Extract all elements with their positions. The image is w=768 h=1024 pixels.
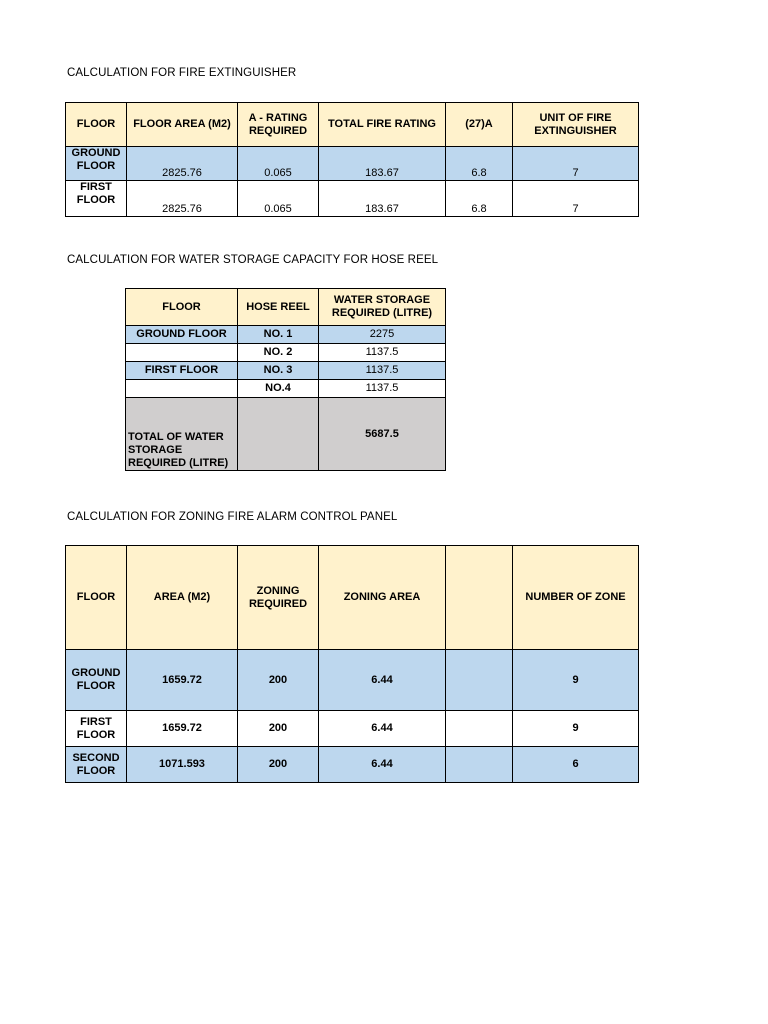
table-cell: 1137.5 (319, 380, 446, 398)
header-cell: WATER STORAGE REQUIRED (LITRE) (319, 289, 446, 326)
header-cell (446, 546, 513, 650)
table-cell: 2825.76 (127, 181, 238, 217)
header-cell: ZONING AREA (319, 546, 446, 650)
header-cell: (27)A (446, 103, 513, 147)
fire-extinguisher-title: CALCULATION FOR FIRE EXTINGUISHER (67, 67, 297, 79)
table-cell: 1137.5 (319, 362, 446, 380)
header-cell: NUMBER OF ZONE (513, 546, 639, 650)
table-cell: 2275 (319, 326, 446, 344)
table-header-row (66, 546, 639, 650)
table-row (126, 380, 446, 398)
hose-reel-title: CALCULATION FOR WATER STORAGE CAPACITY FOR HOSE REEL (67, 254, 439, 266)
table-row (66, 711, 639, 747)
table-cell: 183.67 (319, 181, 446, 217)
table-row (66, 747, 639, 783)
floor-label: FIRST FLOOR (66, 181, 127, 217)
floor-label: SECOND FLOOR (66, 747, 127, 783)
table-cell: 9 (513, 711, 639, 747)
fire-extinguisher-table (65, 102, 639, 217)
floor-label: FIRST FLOOR (126, 362, 238, 380)
table-cell: 6.44 (319, 747, 446, 783)
floor-label: GROUND FLOOR (126, 326, 238, 344)
header-cell: FLOOR (126, 289, 238, 326)
table-cell (446, 711, 513, 747)
floor-label: FIRST FLOOR (66, 711, 127, 747)
header-cell: FLOOR AREA (M2) (127, 103, 238, 147)
table-row (66, 181, 639, 217)
table-cell: 7 (513, 147, 639, 181)
table-row (126, 362, 446, 380)
header-cell: AREA (M2) (127, 546, 238, 650)
table-cell: 200 (238, 650, 319, 711)
header-cell: A - RATING REQUIRED (238, 103, 319, 147)
table-cell: 6.8 (446, 181, 513, 217)
total-label: TOTAL OF WATER STORAGE REQUIRED (LITRE) (126, 398, 238, 471)
table-header-row (66, 103, 639, 147)
table-cell: 183.67 (319, 147, 446, 181)
table-cell: 1137.5 (319, 344, 446, 362)
table-cell (446, 650, 513, 711)
table-cell: 6.8 (446, 147, 513, 181)
table-cell: 1659.72 (127, 650, 238, 711)
table-cell: NO. 2 (238, 344, 319, 362)
table-cell: 6 (513, 747, 639, 783)
table-row (126, 326, 446, 344)
table-cell: 9 (513, 650, 639, 711)
header-cell: FLOOR (66, 546, 127, 650)
table-cell: 6.44 (319, 711, 446, 747)
table-cell: 7 (513, 181, 639, 217)
zoning-table (65, 545, 639, 783)
floor-label: GROUND FLOOR (66, 147, 127, 181)
table-cell: NO. 3 (238, 362, 319, 380)
table-cell: 2825.76 (127, 147, 238, 181)
table-header-row (126, 289, 446, 326)
header-cell: FLOOR (66, 103, 127, 147)
table-cell (238, 398, 319, 471)
floor-label (126, 380, 238, 398)
table-row (126, 344, 446, 362)
table-cell: 200 (238, 711, 319, 747)
table-cell: NO.4 (238, 380, 319, 398)
total-value: 5687.5 (319, 398, 446, 471)
table-cell: 1071.593 (127, 747, 238, 783)
table-cell: 200 (238, 747, 319, 783)
table-cell: 0.065 (238, 147, 319, 181)
zoning-panel-title: CALCULATION FOR ZONING FIRE ALARM CONTROL PANEL (67, 511, 398, 523)
table-cell: 0.065 (238, 181, 319, 217)
table-cell: 1659.72 (127, 711, 238, 747)
floor-label: GROUND FLOOR (66, 650, 127, 711)
header-cell: ZONING REQUIRED (238, 546, 319, 650)
total-row (126, 398, 446, 471)
table-row (66, 650, 639, 711)
header-cell: UNIT OF FIRE EXTINGUISHER (513, 103, 639, 147)
header-cell: TOTAL FIRE RATING (319, 103, 446, 147)
floor-label (126, 344, 238, 362)
table-cell: 6.44 (319, 650, 446, 711)
hose-reel-table (125, 288, 446, 471)
table-cell (446, 747, 513, 783)
header-cell: HOSE REEL (238, 289, 319, 326)
table-cell: NO. 1 (238, 326, 319, 344)
table-row (66, 147, 639, 181)
